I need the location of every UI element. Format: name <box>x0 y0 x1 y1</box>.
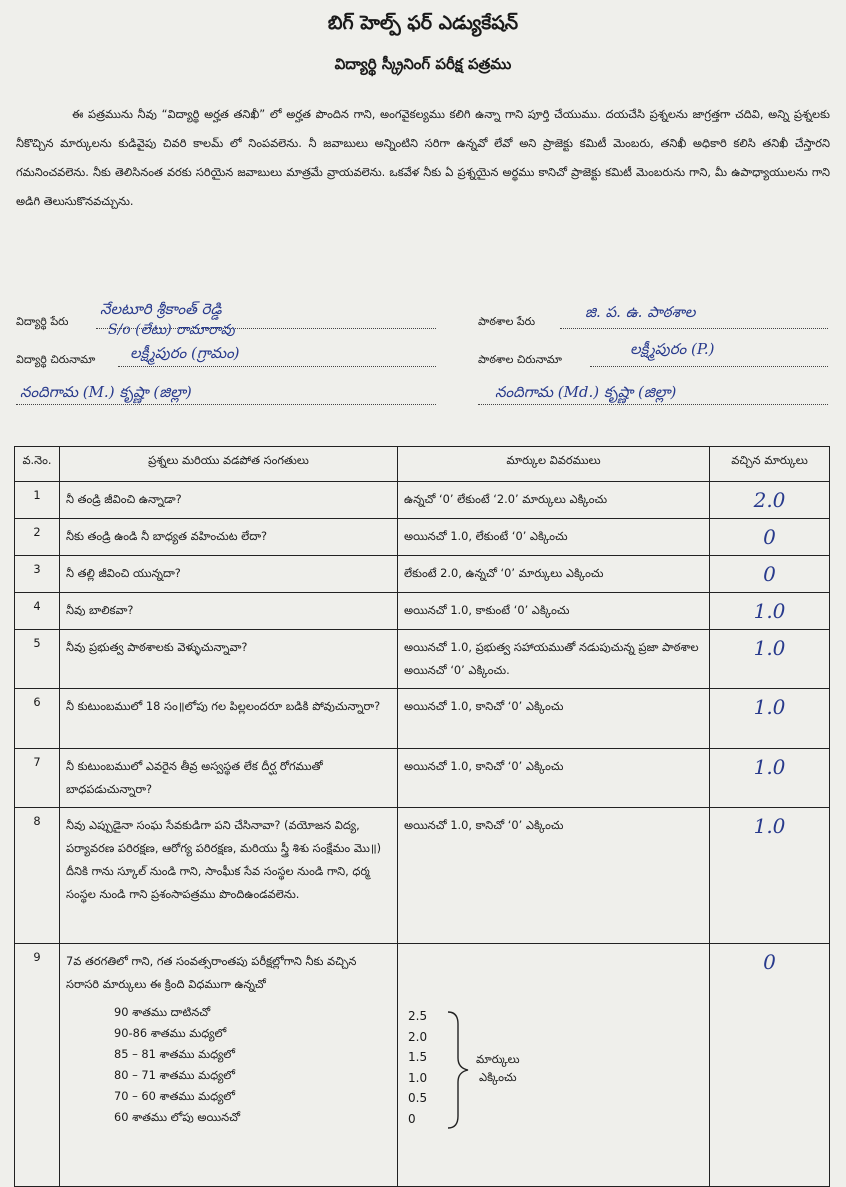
row-marks: 0 <box>710 519 830 556</box>
table-header-row <box>15 447 830 482</box>
screening-table <box>14 446 830 1187</box>
row-question: నీకు తండ్రి ఉండి నీ బాధ్యత వహించుట లేదా? <box>60 519 398 556</box>
instructions-paragraph: ఈ పత్రమును నీవు “విద్యార్థి అర్హత తనిఖీ” లో అర్హత పొందిన గాని, అంగవైకల్యము కలిగి ఉన్నా గాని పూర్తి చేయుము. దయచేసి ప్రశ్నలను జాగ్రత్తగా చదివి, అన్ని ప్రశ్నలకు నీకొచ్చిన మార్కులను కుడివైపు చివరి కాలమ్ లో నింపవలెను. నీ జవాబులు అన్నింటిని సరిగా ఉన్నవో లేవో అని ప్రాజెక్టు కమిటీ మెంబరు, తనిఖీ అధికారి కలిసి తనిఖీ చేస్తారని గమనించవలెను. నీకు తెలిసినంత వరకు సరియైన జవాబులు మాత్రమే వ్రాయవలెను. ఒకవేళ నీకు ఏ ప్రశ్నయైన అర్థము కానిచో ప్రాజెక్టు కమిటీ మెంబరును గాని, మీ ఉపాధ్యాయులను గాని అడిగి తెలుసుకొనవచ్చును. <box>16 107 831 208</box>
scale-note <box>476 1050 520 1086</box>
row-question: నీ కుటుంబములో 18 సం॥లోపు గల పిల్లలందరూ బడికి పోవుచున్నారా? <box>60 689 398 749</box>
row-marks: 2.0 <box>710 482 830 519</box>
school-address-value: లక్ష్మీపురం (P.) <box>630 340 715 358</box>
row-rule: అయినచో 1.0, కానిచో ‘0’ ఎక్కించు <box>398 808 710 944</box>
col-header-question: ప్రశ్నలు మరియు వడపోత సంగతులు <box>60 447 398 482</box>
row-question: నీ తండ్రి జీవించి ఉన్నాడా? <box>60 482 398 519</box>
row-number: 1 <box>15 482 60 519</box>
row-marks: 0 <box>710 556 830 593</box>
curly-brace-icon <box>444 1010 472 1130</box>
row-rule: అయినచో 1.0, లేకుంటే ‘0’ ఎక్కించు <box>398 519 710 556</box>
student-address-value: లక్ష్మీపురం (గ్రామం) <box>130 344 240 362</box>
row-number: 2 <box>15 519 60 556</box>
grade-item: 80 – 71 శాతము మధ్యలో <box>114 1068 236 1082</box>
col-header-marks: వచ్చిన మార్కులు <box>710 447 830 482</box>
student-address-label: విద్యార్థి చిరునామా <box>16 353 96 366</box>
grade-item: 90 శాతము దాటినచో <box>114 1005 211 1019</box>
row-rule: అయినచో 1.0, కానిచో ‘0’ ఎక్కించు <box>398 749 710 808</box>
school-mandal-value: నందిగామ (Md.) కృష్ణా (జిల్లా) <box>495 383 677 401</box>
row-number: 4 <box>15 593 60 630</box>
table-row <box>15 519 830 556</box>
row-marks: 0 <box>710 944 830 1187</box>
grade-item: 70 – 60 శాతము మధ్యలో <box>114 1089 236 1103</box>
table-row <box>15 482 830 519</box>
table-row <box>15 944 830 1187</box>
row-rule: అయినచో 1.0, కానిచో ‘0’ ఎక్కించు <box>398 689 710 749</box>
scale-values <box>408 1006 427 1129</box>
col-header-number: వ.నెం. <box>15 447 60 482</box>
grade-list <box>114 1002 391 1128</box>
grade-item: 90-86 శాతము మధ్యలో <box>114 1026 227 1040</box>
table-row <box>15 749 830 808</box>
student-mandal-value: నందిగామ (M.) కృష్ణా (జిల్లా) <box>20 383 192 401</box>
scale-value: 1.5 <box>408 1050 428 1064</box>
school-address-label: పాఠశాల చిరునామా <box>478 353 562 366</box>
scale-value: 1.0 <box>408 1070 428 1085</box>
row-rule: అయినచో 1.0, ప్రభుత్వ సహాయముతో నడుపుచున్న ప్రజా పాఠశాల అయినచో ‘0’ ఎక్కించు. <box>398 630 710 689</box>
scale-value: 0 <box>408 1111 416 1126</box>
org-title: బిగ్ హెల్ప్ ఫర్ ఎడ్యుకేషన్ <box>327 12 519 34</box>
student-name-label: విద్యార్థి పేరు <box>16 315 69 328</box>
row-rule: లేకుంటే 2.0, ఉన్నచో ‘0’ మార్కులు ఎక్కించు <box>398 556 710 593</box>
row-rule: అయినచో 1.0, కాకుంటే ‘0’ ఎక్కించు <box>398 593 710 630</box>
form-title: విద్యార్థి స్క్రీనింగ్ పరీక్ష పత్రము <box>334 55 512 73</box>
school-name-value: జి. ప. ఉ. పాఠశాల <box>585 303 696 321</box>
grade-item: 60 శాతము లోపు అయినచో <box>114 1110 241 1124</box>
row-number: 9 <box>15 944 60 1187</box>
student-address-line <box>118 366 436 367</box>
row-marks: 1.0 <box>710 630 830 689</box>
row-number: 5 <box>15 630 60 689</box>
row-marks: 1.0 <box>710 808 830 944</box>
row-question: నీ తల్లి జీవించి యున్నదా? <box>60 556 398 593</box>
row-rule <box>398 944 710 1187</box>
table-row <box>15 689 830 749</box>
row-number: 6 <box>15 689 60 749</box>
scale-value: 0.5 <box>408 1091 428 1105</box>
row-question: నీవు ఎప్పుడైనా సంఘ సేవకుడిగా పని చేసినావా? (వయోజన విద్య, పర్యావరణ పరిరక్షణ, ఆరోగ్య పరిరక్షణ, మరియు స్త్రీ శిశు సంక్షేమం మొ॥) దీనికి గాను స్కూల్ నుండి గాని, సాంఘీక సేవ సంస్థల నుండి గాని, ధర్మ సంస్థల నుండి గాని ప్రశంసాపత్రము పొందిఉండవలెను. <box>60 808 398 944</box>
row-question: నీ కుటుంబములో ఎవరైన తీవ్ర అస్వస్థత లేక దీర్ఘ రోగముతో బాధపడుచున్నారా? <box>60 749 398 808</box>
father-name-value: S/o (లేటు) రామారావు <box>108 322 235 338</box>
student-name-value: నేలటూరి శ్రీకాంత్ రెడ్డి <box>100 300 222 318</box>
table-row <box>15 630 830 689</box>
row-number: 7 <box>15 749 60 808</box>
col-header-rule: మార్కుల వివరములు <box>398 447 710 482</box>
row-marks: 1.0 <box>710 593 830 630</box>
scale-value: 2.0 <box>408 1029 428 1044</box>
row-question: నీవు బాలికవా? <box>60 593 398 630</box>
school-address-line <box>590 366 828 367</box>
row-marks: 1.0 <box>710 689 830 749</box>
row-rule: ఉన్నచో ‘0’ లేకుంటే ‘2.0’ మార్కులు ఎక్కించు <box>398 482 710 519</box>
row-marks: 1.0 <box>710 749 830 808</box>
row-question: నీవు ప్రభుత్వ పాఠశాలకు వెళ్ళుచున్నావా? <box>60 630 398 689</box>
scale-note-line-1: మార్కులు <box>476 1052 520 1066</box>
scale-note-line-2: ఎక్కించు <box>478 1070 517 1084</box>
grade-question-text: 7వ తరగతిలో గాని, గత సంవత్సరాంతపు పరీక్షల్లోగాని నీకు వచ్చిన సరాసరి మార్కులు ఈ క్రింది విధముగా ఉన్నచో <box>66 954 357 991</box>
row-question <box>60 944 398 1187</box>
school-name-line <box>560 328 828 329</box>
marks-scale <box>404 950 703 1180</box>
row-number: 3 <box>15 556 60 593</box>
row-number: 8 <box>15 808 60 944</box>
table-row <box>15 808 830 944</box>
table-row <box>15 556 830 593</box>
school-name-label: పాఠశాల పేరు <box>478 315 536 328</box>
scale-value: 2.5 <box>408 1009 428 1023</box>
table-row <box>15 593 830 630</box>
grade-item: 85 – 81 శాతము మధ్యలో <box>114 1047 236 1061</box>
